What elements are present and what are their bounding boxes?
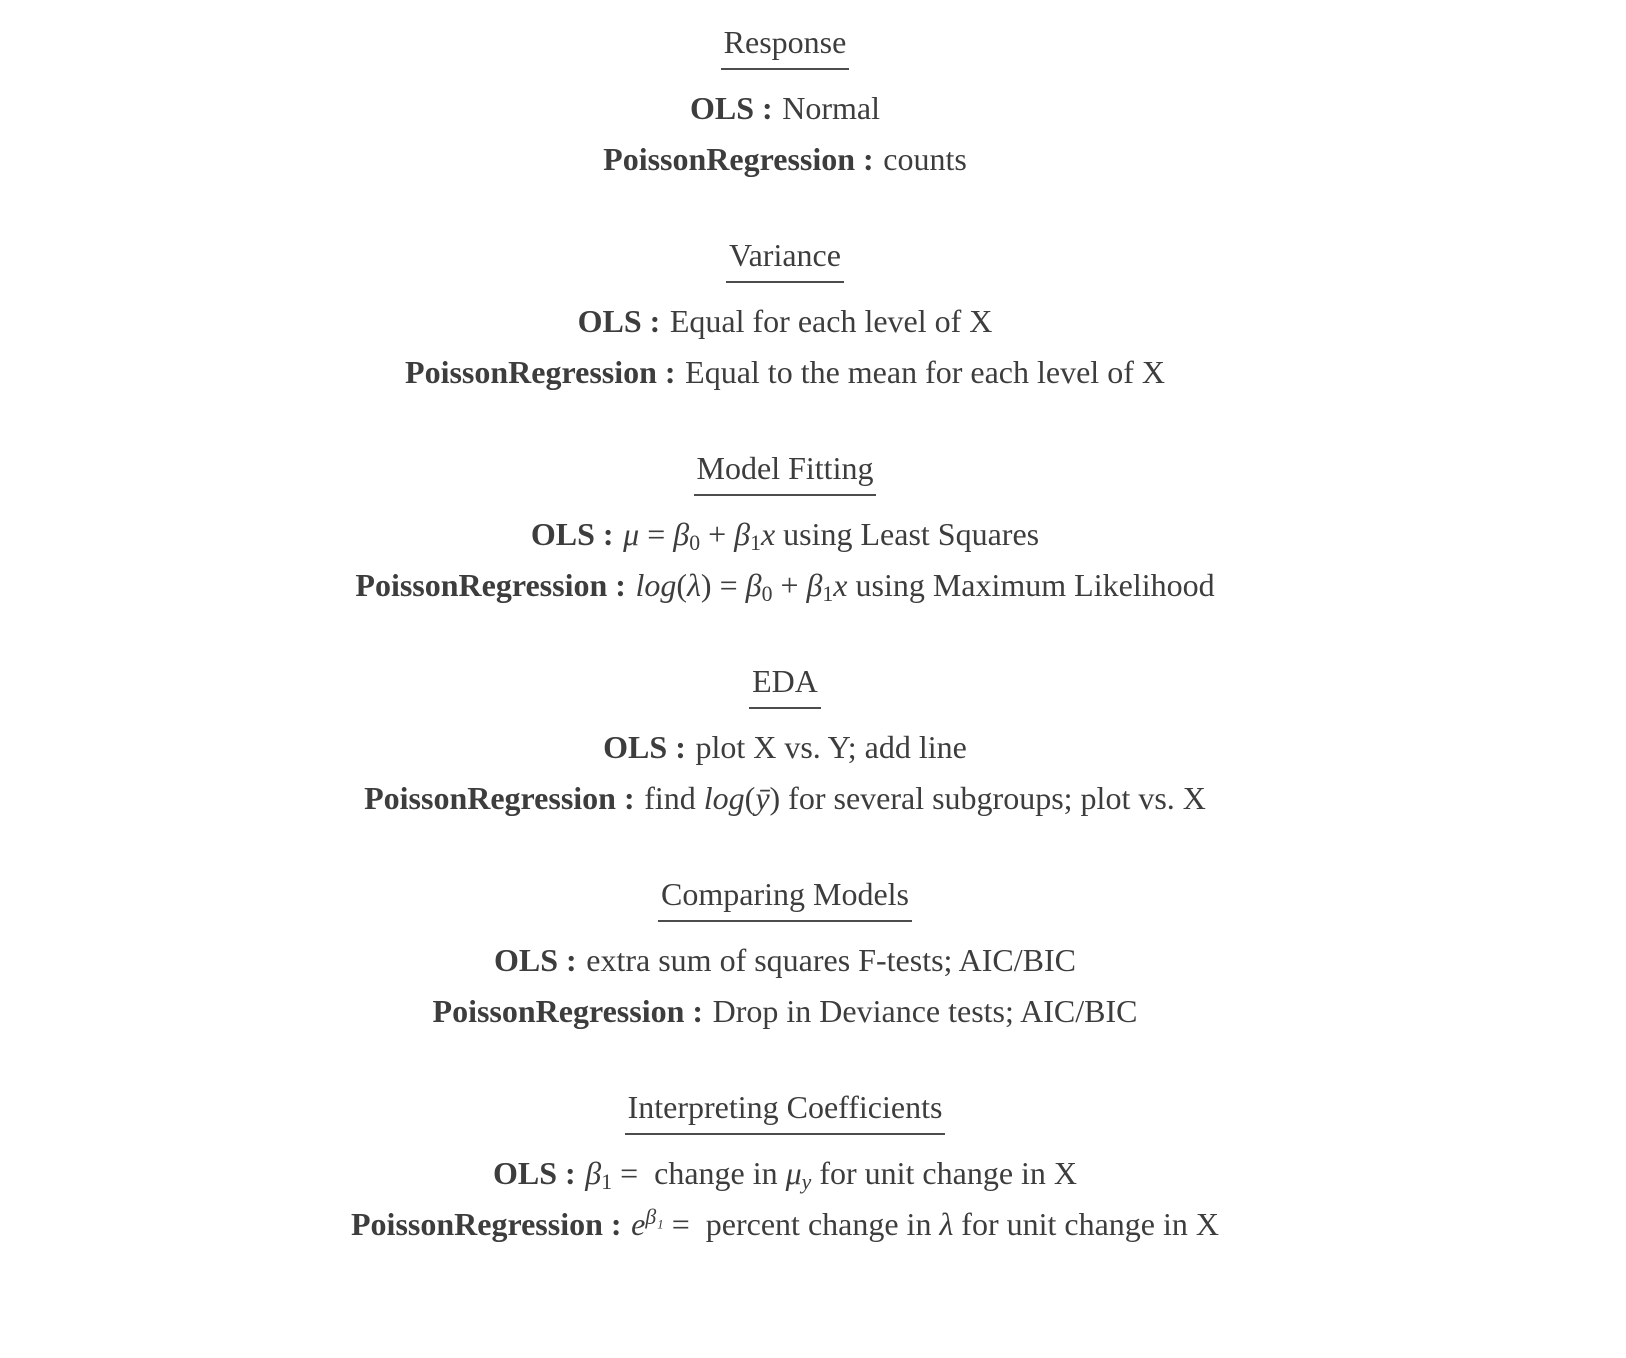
ols-line <box>0 722 1570 773</box>
ols-line <box>0 935 1570 986</box>
model-label-poisson: PoissonRegression : <box>355 567 626 603</box>
section-heading-row <box>0 22 1570 70</box>
section-response <box>0 22 1570 185</box>
ols-line <box>0 509 1570 560</box>
model-label-ols: OLS : <box>530 516 614 552</box>
section-heading-row <box>0 1087 1570 1135</box>
line-content: Drop in Deviance tests; AIC/BIC <box>712 993 1138 1029</box>
section-heading-row <box>0 874 1570 922</box>
poisson-line <box>0 347 1570 398</box>
section-eda <box>0 661 1570 824</box>
ols-line <box>0 83 1570 134</box>
model-label-ols: OLS : <box>577 303 661 339</box>
line-content: plot X vs. Y; add line <box>695 729 967 765</box>
model-label-poisson: PoissonRegression : <box>351 1206 622 1242</box>
section-heading-row <box>0 235 1570 283</box>
section-title: Variance <box>726 235 844 283</box>
model-label-ols: OLS : <box>689 90 773 126</box>
line-content: Normal <box>782 90 881 126</box>
model-label-poisson: PoissonRegression : <box>432 993 704 1029</box>
model-label-ols: OLS : <box>492 1155 576 1191</box>
section-comparing-models <box>0 874 1570 1037</box>
line-content: $\mu = \beta_0 + \beta_1x$ using Least Squares <box>623 516 1040 555</box>
section-title: Interpreting Coefficients <box>625 1087 946 1135</box>
section-title: EDA <box>749 661 821 709</box>
section-variance <box>0 235 1570 398</box>
poisson-line <box>0 134 1570 185</box>
ols-line <box>0 1148 1570 1199</box>
line-content: counts <box>883 141 967 177</box>
model-label-poisson: PoissonRegression : <box>405 354 676 390</box>
section-title: Model Fitting <box>694 448 877 496</box>
poisson-line <box>0 560 1570 611</box>
section-heading-row <box>0 661 1570 709</box>
section-title: Response <box>721 22 850 70</box>
line-content: extra sum of squares F-tests; AIC/BIC <box>586 942 1076 978</box>
model-label-ols: OLS : <box>603 729 686 765</box>
poisson-line <box>0 986 1570 1037</box>
line-content: find log(ȳ) for several subgroups; plot vs. X <box>644 780 1206 816</box>
line-content: $\log(\lambda) = \beta_0 + \beta_1x$ using Maximum Likelihood <box>635 567 1215 606</box>
section-title: Comparing Models <box>658 874 912 922</box>
line-content: Equal for each level of X <box>669 303 993 339</box>
section-heading-row <box>0 448 1570 496</box>
section-model-fitting <box>0 448 1570 611</box>
poisson-line <box>0 1199 1570 1250</box>
line-content: Equal to the mean for each level of X <box>685 354 1165 390</box>
line-content: $\beta_1$ = change in $\mu_y$ for unit change in X <box>585 1155 1078 1194</box>
model-label-poisson: PoissonRegression : <box>603 141 874 177</box>
line-content: $e^{\beta_1}$ = percent change in λ for unit change in X <box>631 1205 1219 1242</box>
model-label-poisson: PoissonRegression : <box>364 780 635 816</box>
model-label-ols: OLS : <box>493 942 577 978</box>
poisson-line <box>0 773 1570 824</box>
section-interpreting-coefficients <box>0 1087 1570 1250</box>
ols-line <box>0 296 1570 347</box>
